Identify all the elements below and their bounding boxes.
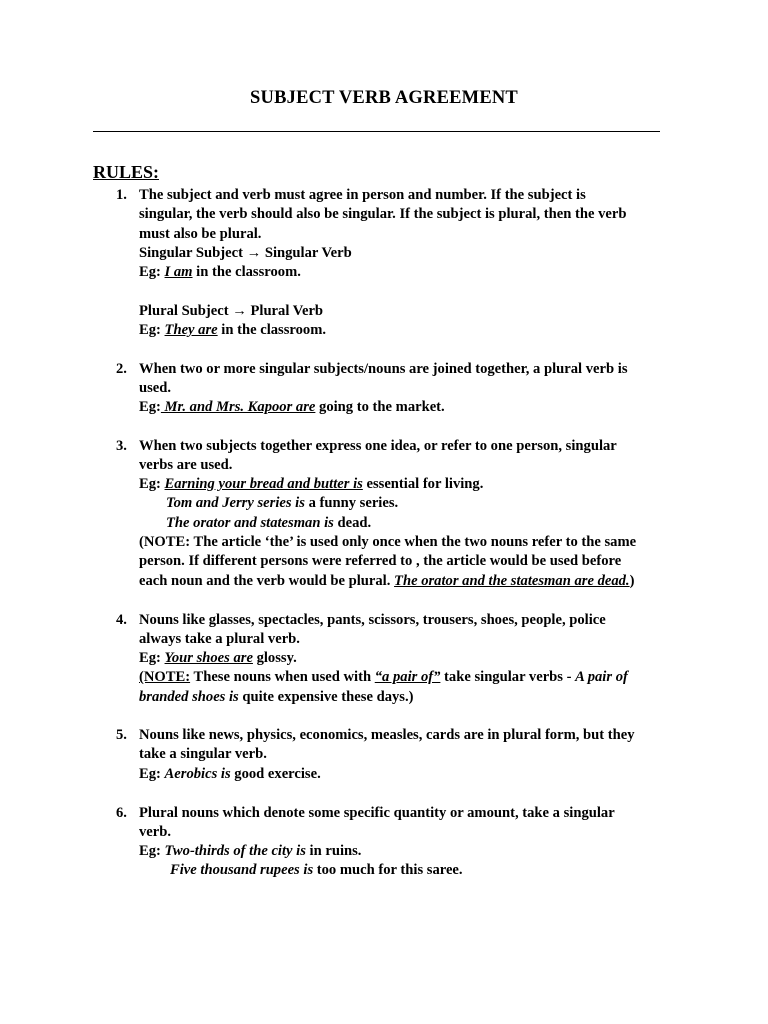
example-emphasis: Earning your bread and butter is: [164, 476, 363, 493]
rule-text: Plural Subject → Plural Verb: [139, 302, 324, 319]
rule-text: Plural nouns which denote some specific quantity or amount, take a singular: [139, 804, 615, 821]
example-line: [139, 475, 679, 494]
example-line: [139, 514, 679, 533]
example-emphasis: Tom and Jerry series is: [166, 495, 305, 512]
example-emphasis: I am: [164, 264, 193, 281]
example-emphasis: Mr. and Mrs. Kapoor are: [160, 399, 316, 416]
example-text: in the classroom.: [217, 322, 327, 339]
note-text: person. If different persons were referred to , the article would be used before: [139, 553, 622, 570]
note-text: take singular verbs -: [440, 669, 576, 686]
rule-body: [139, 186, 679, 340]
example-text: too much for this saree.: [313, 862, 463, 879]
rule-body: [139, 726, 679, 784]
example-emphasis: Two-thirds of the city is: [164, 843, 306, 860]
rule-text: must also be plural.: [139, 225, 262, 242]
example-text: glossy.: [252, 650, 297, 667]
example-line: [139, 263, 679, 282]
rule-body: [139, 437, 679, 591]
note-emphasis: The orator and the statesman are dead.: [394, 572, 630, 589]
rule-number: 5.: [116, 727, 127, 743]
rule-text: always take a plural verb.: [139, 630, 300, 647]
rule-body: [139, 611, 679, 707]
eg-label: Eg:: [139, 264, 165, 281]
eg-label: Eg:: [139, 476, 165, 493]
page-title: SUBJECT VERB AGREEMENT: [250, 88, 518, 108]
eg-label: Eg:: [139, 650, 165, 667]
example-emphasis: They are: [164, 322, 218, 339]
rule-text: When two subjects together express one idea, or refer to one person, singular: [139, 437, 617, 454]
example-line: [139, 765, 679, 784]
example-text: in ruins.: [305, 843, 362, 860]
title-divider: [93, 131, 660, 132]
example-text: going to the market.: [315, 399, 445, 416]
rule-text: verb.: [139, 823, 172, 840]
example-line: [139, 321, 679, 340]
rule-body: [139, 804, 679, 881]
example-emphasis: Aerobics is: [164, 765, 231, 782]
note-line: [139, 688, 679, 707]
rule-text: used.: [139, 379, 172, 396]
example-text: good exercise.: [230, 765, 321, 782]
rule-number: 6.: [116, 804, 127, 821]
example-text: dead.: [333, 514, 372, 531]
eg-label: Eg:: [139, 399, 161, 416]
rule-number: 1.: [116, 187, 127, 203]
rule-text: singular, the verb should also be singular. If the subject is plural, then the verb: [139, 206, 627, 223]
rules-heading: RULES:: [93, 162, 160, 182]
example-line: [139, 398, 679, 417]
rule-text: take a singular verb.: [139, 746, 267, 763]
rule-text: Nouns like glasses, spectacles, pants, scissors, trousers, shoes, people, police: [139, 611, 606, 628]
rule-text: When two or more singular subjects/nouns are joined together, a plural verb is: [139, 360, 628, 377]
example-emphasis: Your shoes are: [164, 650, 253, 667]
eg-label: Eg:: [139, 322, 165, 339]
note-emphasis: A pair of: [575, 669, 628, 686]
note-line: [139, 572, 679, 591]
example-emphasis: Five thousand rupees is: [170, 862, 314, 879]
note-emphasis: branded shoes is: [139, 688, 239, 705]
example-line: [139, 649, 679, 668]
note-text: ): [629, 572, 635, 589]
example-text: in the classroom.: [192, 264, 301, 281]
eg-label: Eg:: [139, 765, 165, 782]
note-emphasis: “a pair of”: [374, 669, 441, 686]
example-text: essential for living.: [362, 476, 484, 493]
rule-number: 2.: [116, 360, 127, 377]
note-text: These nouns when used with: [190, 669, 375, 686]
rule-text: Singular Subject → Singular Verb: [139, 244, 352, 261]
note-text: (NOTE: The article ‘the’ is used only once when the two nouns refer to the same: [139, 533, 637, 550]
note-line: [139, 668, 679, 687]
eg-label: Eg:: [139, 843, 165, 860]
example-emphasis: The orator and statesman is: [166, 514, 334, 531]
rule-body: [139, 360, 679, 418]
example-line: [139, 861, 679, 880]
note-text: quite expensive these days.): [238, 688, 414, 705]
rule-text: verbs are used.: [139, 456, 233, 473]
example-text: a funny series.: [304, 495, 399, 512]
note-label: (NOTE:: [139, 669, 191, 686]
note-text: each noun and the verb would be plural.: [139, 572, 395, 589]
example-line: [139, 842, 679, 861]
rule-number: 4.: [116, 611, 127, 628]
rule-number: 3.: [116, 437, 127, 454]
rule-text: The subject and verb must agree in person and number. If the subject is: [139, 187, 586, 203]
rule-text: Nouns like news, physics, economics, measles, cards are in plural form, but they: [139, 727, 635, 743]
example-line: [139, 494, 679, 513]
